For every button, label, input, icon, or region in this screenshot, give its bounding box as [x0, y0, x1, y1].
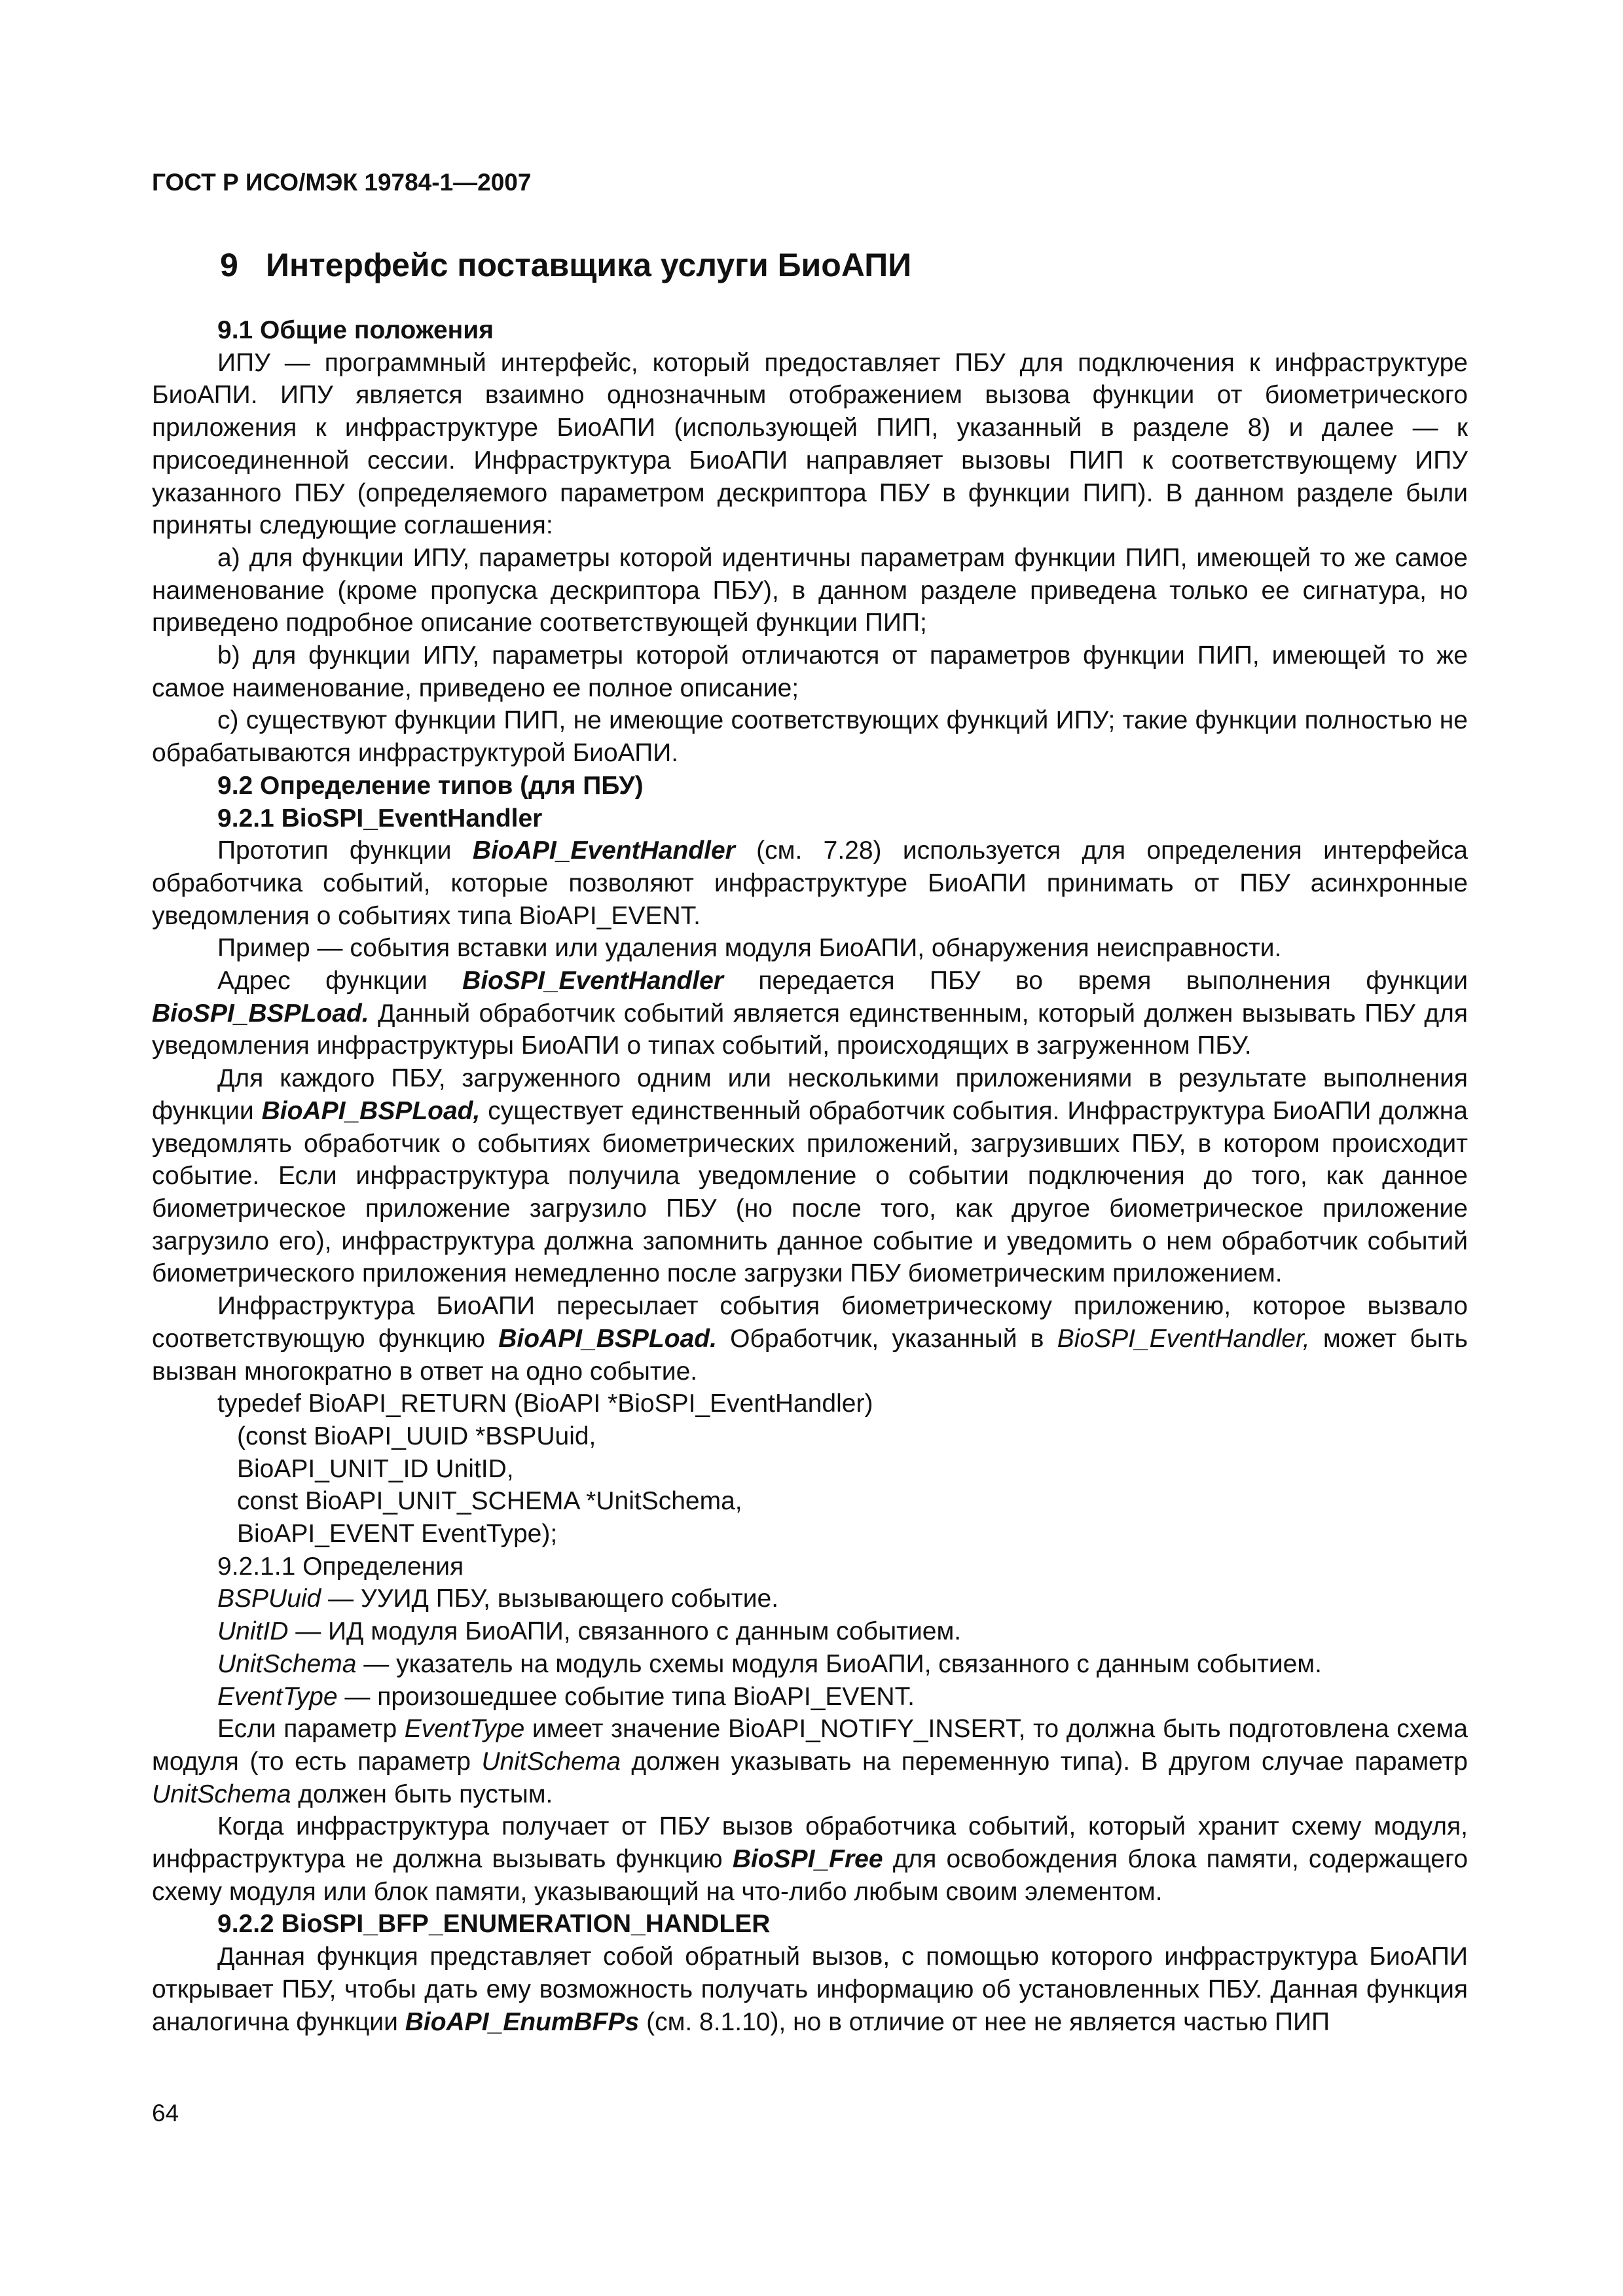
paragraph — [152, 965, 1468, 1062]
section-title — [220, 246, 911, 284]
code-line: const BioAPI_UNIT_SCHEMA *UnitSchema, — [237, 1487, 742, 1516]
paragraph — [152, 1941, 1468, 2038]
text-run: Когда инфраструктура получает от ПБУ вызов обработчика событий, который хранит схему модуля, инфраструктура не должна вызывать функцию — [152, 1812, 1468, 1874]
code-line: typedef BioAPI_RETURN (BioAPI *BioSPI_EventHandler) — [217, 1390, 873, 1418]
subsection-heading: 9.1 Общие положения — [217, 316, 494, 344]
emphasized-identifier: BioAPI_EnumBFPs — [405, 2007, 640, 2036]
emphasized-identifier: BioSPI_Free — [732, 1845, 883, 1874]
text-run: Адрес функции — [217, 967, 463, 996]
document-body — [152, 314, 1468, 2038]
emphasized-identifier: BSPUuid — [217, 1585, 321, 1613]
subsection-heading: 9.2.1 BioSPI_EventHandler — [217, 804, 543, 833]
text-run: Данная функция представляет собой обратный вызов, с помощью которого инфраструктура БиоАПИ открывает ПБУ, чтобы дать ему возможность получать информацию об установленных ПБУ. Данная функция аналогична функции — [152, 1943, 1468, 2036]
text-run: — произошедшее событие типа BioAPI_EVENT. — [337, 1682, 915, 1711]
code-line: (const BioAPI_UUID *BSPUuid, — [237, 1422, 596, 1450]
code-line: BioAPI_EVENT EventType); — [237, 1520, 558, 1549]
section-title-text: Интерфейс поставщика услуги БиоАПИ — [266, 247, 912, 283]
emphasized-identifier: UnitSchema — [217, 1649, 357, 1678]
paragraph — [152, 1713, 1468, 1810]
paragraph: b) для функции ИПУ, параметры которой отличаются от параметров функции ПИП, имеющей то же самое наименование, приведено ее полное описание; — [152, 641, 1468, 702]
text-run: должен быть пустым. — [291, 1780, 553, 1808]
paragraph — [152, 1062, 1468, 1290]
paragraph — [152, 834, 1468, 932]
subsection-heading: 9.2.2 BioSPI_BFP_ENUMERATION_HANDLER — [217, 1910, 771, 1939]
paragraph: a) для функции ИПУ, параметры которой идентичны параметрам функции ПИП, имеющей то же самое наименование (кроме пропуска дескриптора ПБУ), в данном разделе приведена только ее сигнатура, но приведено подробное описание соответствующей функции ПИП; — [152, 543, 1468, 637]
emphasized-identifier: BioAPI_EventHandler — [472, 836, 735, 865]
text-run: существует единственный обработчик события. Инфраструктура БиоАПИ должна уведомлять обработчик о событиях биометрических приложений, загрузивших ПБУ, в котором происходит событие. Если инфраструктура получила уведомление о событии подключения до того, как данное биометрическое приложение загрузило ПБУ (но после того, как другое биометрическое приложение загрузило его), инфраструктура должна запомнить данное событие и уведомить о нем обработчик событий биометрического приложения немедленно после загрузки ПБУ биометрическим приложением. — [152, 1096, 1468, 1288]
paragraph — [152, 1810, 1468, 1908]
emphasized-identifier: EventType — [217, 1682, 338, 1711]
page-number: 64 — [152, 2100, 179, 2126]
text-run: имеет значение BioAPI_NOTIFY_INSERT, то должна быть подготовлена схема модуля (то есть параметр — [152, 1715, 1468, 1776]
emphasized-identifier: UnitSchema — [152, 1780, 291, 1808]
text-run: передается ПБУ во время выполнения функции — [723, 967, 1468, 996]
code-line: BioAPI_UNIT_ID UnitID, — [237, 1454, 514, 1483]
emphasized-identifier: BioSPI_EventHandler — [462, 967, 723, 996]
text-run: Для каждого ПБУ, загруженного одним или несколькими приложениями в результате выполнения функции — [152, 1064, 1468, 1125]
emphasized-identifier: BioAPI_BSPLoad. — [498, 1324, 717, 1353]
text-run: (см. 8.1.10), но в отличие от нее не является частью ПИП — [639, 2007, 1330, 2036]
subsection-heading: 9.2 Определение типов (для ПБУ) — [217, 771, 644, 800]
text-run: Если параметр — [217, 1715, 405, 1744]
paragraph — [152, 1648, 1468, 1681]
paragraph: 9.2.1.1 Определения — [217, 1552, 464, 1581]
text-run: для освобождения блока памяти, содержащего схему модуля или блок памяти, указывающий на что-либо любым своим элементом. — [152, 1845, 1468, 1906]
text-run: (см. 7.28) используется для определения интерфейса обработчика событий, которые позволяют инфраструктуре БиоАПИ принимать от ПБУ асинхронные уведомления о событиях типа BioAPI_EVENT. — [152, 836, 1468, 930]
text-run: — ИД модуля БиоАПИ, связанного с данным событием. — [288, 1617, 962, 1646]
text-run: — УУИД ПБУ, вызывающего событие. — [321, 1585, 779, 1613]
emphasized-identifier: BioSPI_BSPLoad. — [152, 999, 369, 1028]
emphasized-identifier: BioSPI_EventHandler, — [1057, 1324, 1310, 1353]
text-run: Обработчик, указанный в — [716, 1324, 1057, 1353]
paragraph: c) существуют функции ПИП, не имеющие соответствующих функций ИПУ; такие функции полностью не обрабатываются инфраструктурой БиоАПИ. — [152, 706, 1468, 768]
text-run: Прототип функции — [217, 836, 473, 865]
emphasized-identifier: UnitSchema — [481, 1747, 621, 1776]
text-run: Данный обработчик событий является единственным, который должен вызывать ПБУ для уведомления инфраструктуры БиоАПИ о типах событий, происходящих в загруженном ПБУ. — [152, 999, 1468, 1060]
emphasized-identifier: EventType — [404, 1715, 525, 1744]
text-run: — указатель на модуль схемы модуля БиоАПИ, связанного с данным событием. — [356, 1649, 1322, 1678]
paragraph: ИПУ — программный интерфейс, который предоставляет ПБУ для подключения к инфраструктуре БиоАПИ. ИПУ является взаимно однозначным отображением вызова функции от биометрического приложения к инфраструктуре БиоАПИ (использующей ПИП, указанный в разделе 8) и далее — к присоединенной сессии. Инфраструктура БиоАПИ направляет вызовы ПИП к соответствующему ИПУ указанного ПБУ (определяемого параметром дескриптора ПБУ в функции ПИП). В данном разделе были приняты следующие соглашения: — [152, 348, 1468, 540]
paragraph — [152, 1583, 1468, 1615]
text-run: Инфраструктура БиоАПИ пересылает события биометрическому приложению, которое вызвало соответствующую функцию — [152, 1292, 1468, 1353]
paragraph — [152, 1615, 1468, 1648]
paragraph — [152, 1290, 1468, 1388]
paragraph — [152, 1681, 1468, 1713]
emphasized-identifier: UnitID — [217, 1617, 289, 1646]
section-number: 9 — [220, 247, 238, 283]
document-header: ГОСТ Р ИСО/МЭК 19784-1—2007 — [152, 169, 532, 196]
paragraph: Пример — события вставки или удаления модуля БиоАПИ, обнаружения неисправности. — [217, 934, 1282, 963]
text-run: должен указывать на переменную типа). В другом случае параметр — [620, 1747, 1468, 1776]
text-run: может быть вызван многократно в ответ на одно событие. — [152, 1324, 1468, 1386]
emphasized-identifier: BioAPI_BSPLoad, — [261, 1096, 481, 1125]
